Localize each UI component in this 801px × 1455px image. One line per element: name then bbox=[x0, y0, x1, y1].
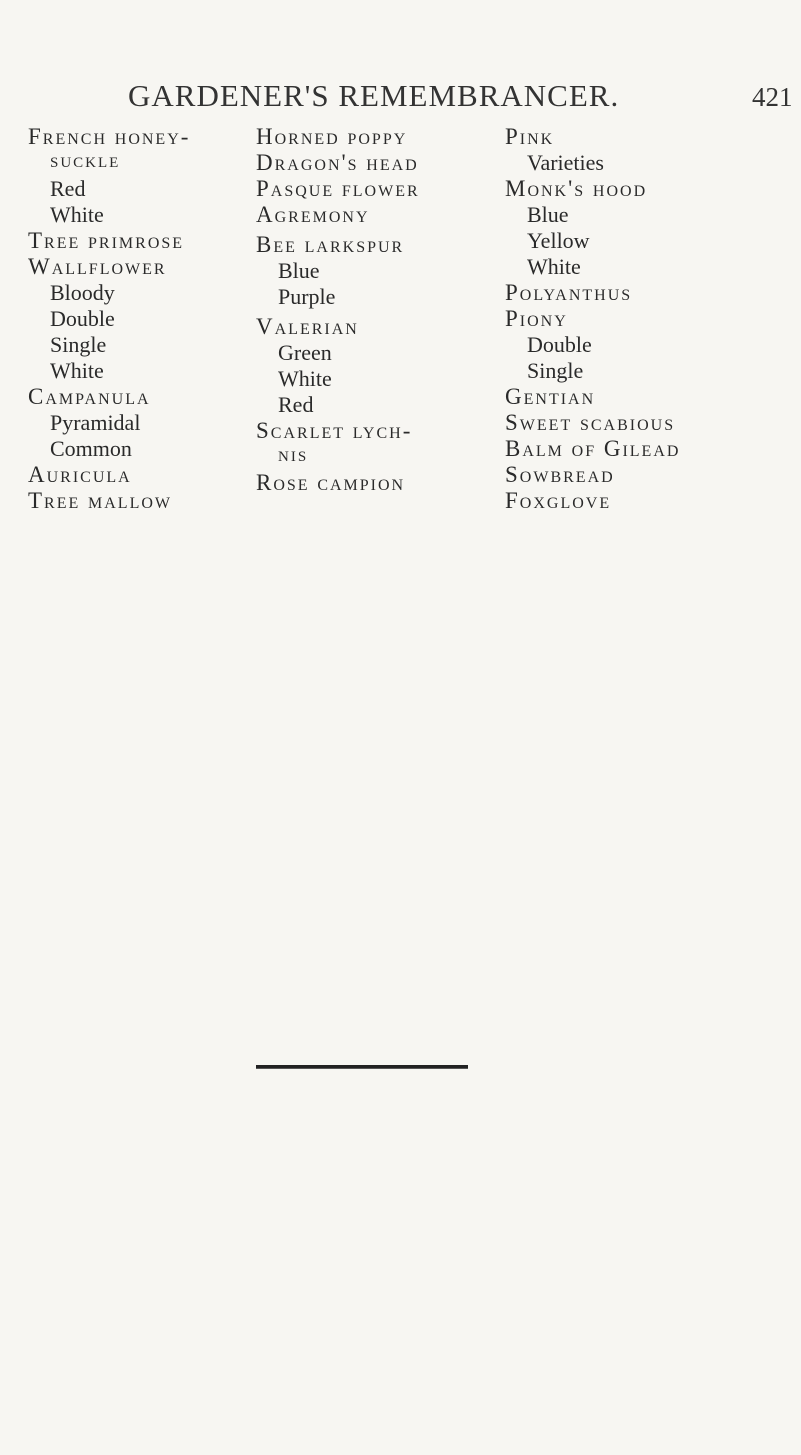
plant-heading: Scarlet lych- bbox=[256, 418, 413, 443]
plant-variety: Single bbox=[527, 358, 584, 383]
plant-heading: Valerian bbox=[256, 314, 359, 339]
plant-variety: White bbox=[278, 366, 332, 391]
plant-list-column-1 bbox=[28, 124, 248, 514]
running-title: GARDENER'S REMEMBRANCER. bbox=[128, 78, 620, 113]
plant-heading: Tree mallow bbox=[28, 488, 173, 513]
plant-variety: Yellow bbox=[527, 228, 590, 253]
plant-heading: Rose campion bbox=[256, 470, 406, 495]
plant-heading: Monk's hood bbox=[505, 176, 648, 201]
plant-heading: Tree primrose bbox=[28, 228, 185, 253]
plant-heading-continuation: NIS bbox=[278, 449, 309, 465]
plant-heading: Wallflower bbox=[28, 254, 167, 279]
plant-heading: Campanula bbox=[28, 384, 151, 409]
plant-variety: Single bbox=[50, 332, 107, 357]
plant-variety: Blue bbox=[527, 202, 569, 227]
end-rule bbox=[256, 1065, 468, 1069]
plant-heading: Auricula bbox=[28, 462, 132, 487]
plant-variety: Blue bbox=[278, 258, 320, 283]
plant-variety: Varieties bbox=[527, 150, 604, 175]
plant-list-column-2 bbox=[256, 124, 496, 496]
plant-heading: Agremony bbox=[256, 202, 370, 227]
plant-list-column-3 bbox=[505, 124, 795, 514]
plant-variety: White bbox=[50, 358, 104, 383]
plant-variety: Double bbox=[50, 306, 115, 331]
plant-heading: Dragon's head bbox=[256, 150, 419, 175]
plant-variety: White bbox=[50, 202, 104, 227]
plant-heading: Bee larkspur bbox=[256, 232, 405, 257]
plant-heading: Horned poppy bbox=[256, 124, 408, 149]
plant-heading: French honey- bbox=[28, 124, 191, 149]
plant-variety: Double bbox=[527, 332, 592, 357]
plant-variety: Purple bbox=[278, 284, 336, 309]
plant-heading: Pasque flower bbox=[256, 176, 420, 201]
plant-heading: Gentian bbox=[505, 384, 596, 409]
running-head bbox=[0, 78, 801, 118]
plant-heading: Sweet scabious bbox=[505, 410, 676, 435]
plant-variety: Bloody bbox=[50, 280, 115, 305]
plant-variety: Green bbox=[278, 340, 332, 365]
plant-heading: Pink bbox=[505, 124, 555, 149]
plant-heading: Balm of Gilead bbox=[505, 436, 681, 461]
plant-variety: Red bbox=[50, 176, 86, 201]
plant-heading-continuation: SUCKLE bbox=[50, 155, 121, 171]
plant-heading: Polyanthus bbox=[505, 280, 633, 305]
plant-variety: Common bbox=[50, 436, 132, 461]
plant-variety: Pyramidal bbox=[50, 410, 141, 435]
page-number: 421 bbox=[752, 82, 793, 112]
plant-heading: Foxglove bbox=[505, 488, 612, 513]
plant-variety: White bbox=[527, 254, 581, 279]
plant-variety: Red bbox=[278, 392, 314, 417]
plant-heading: Sowbread bbox=[505, 462, 615, 487]
plant-heading: Piony bbox=[505, 306, 568, 331]
